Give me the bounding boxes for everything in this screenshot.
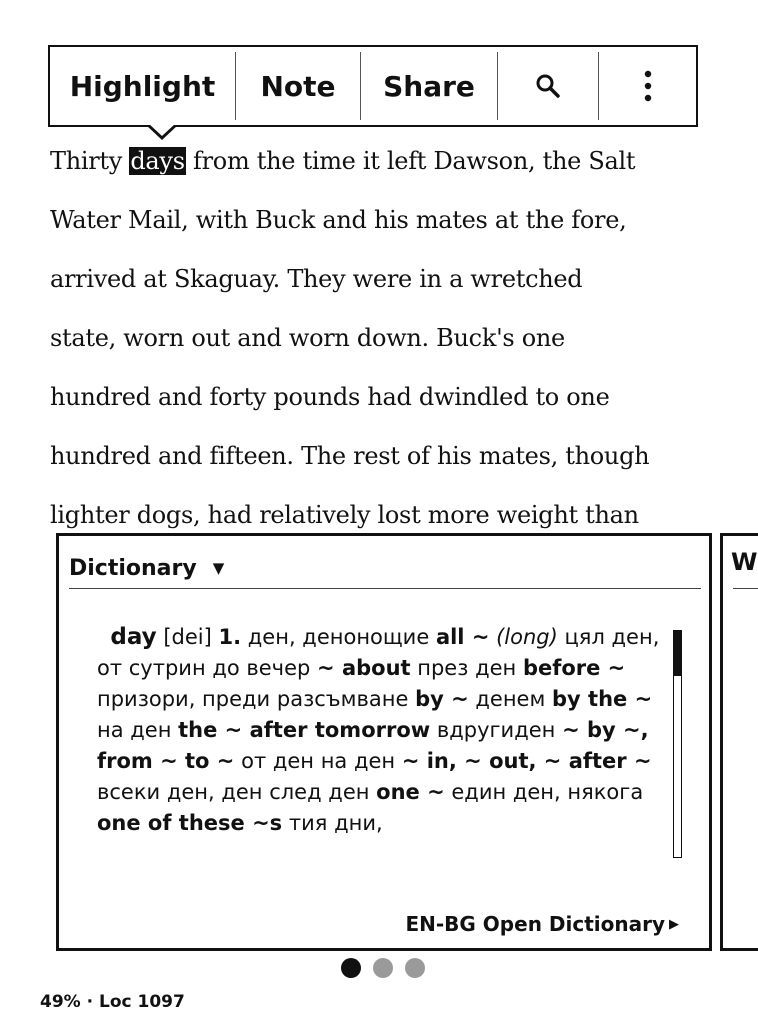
pronunciation: [dei]	[163, 625, 212, 649]
dictionary-selector[interactable]	[69, 548, 701, 589]
translation: всеки ден, ден след ден	[97, 780, 370, 804]
text-line: lighter dogs, had relatively lost more weight than	[50, 501, 639, 529]
phrase: ~ by ~, from ~ to ~	[97, 718, 649, 773]
translation: един ден, някога	[451, 780, 644, 804]
selection-toolbar	[48, 45, 698, 127]
phrase: ~ in, ~ out, ~ after ~	[401, 749, 652, 773]
phrase: one of these ~s	[97, 811, 283, 835]
reading-text[interactable]	[50, 136, 710, 549]
translation: ден, денонощие	[247, 625, 430, 649]
pager-dot-1[interactable]	[341, 958, 361, 978]
phrase-note: (long)	[496, 625, 558, 649]
search-button[interactable]	[498, 47, 598, 125]
more-options-button[interactable]	[599, 47, 696, 125]
phrase: before ~	[522, 656, 626, 680]
phrase: one ~	[376, 780, 445, 804]
phrase: all ~	[435, 625, 490, 649]
sense-number: 1.	[218, 625, 242, 649]
dictionary-definition	[97, 622, 669, 839]
triangle-right-icon: ▶	[669, 916, 679, 932]
phrase: ~ about	[317, 656, 411, 680]
translation: от ден на ден	[241, 749, 396, 773]
text-line: Water Mail, with Buck and his mates at the fore,	[50, 206, 627, 234]
highlight-button[interactable]: Highlight	[69, 69, 216, 103]
next-card-divider	[733, 588, 758, 589]
text-line: hundred and forty pounds had dwindled to one	[50, 383, 610, 411]
text-line: hundred and fifteen. The rest of his mates, though	[50, 442, 650, 470]
text-span: Thirty	[50, 147, 130, 175]
more-vertical-icon	[643, 70, 653, 102]
phrase: by ~	[415, 687, 469, 711]
translation: тия дни,	[288, 811, 383, 835]
dictionary-title: Dictionary	[69, 555, 197, 581]
triangle-down-icon: ▼	[212, 559, 225, 577]
dictionary-source-label: EN-BG Open Dictionary	[405, 912, 665, 936]
translation: на ден	[97, 718, 172, 742]
search-icon	[535, 73, 561, 99]
text-span: from the time it left Dawson, the Salt	[185, 147, 636, 175]
phrase: the ~ after tomorrow	[178, 718, 431, 742]
dictionary-card[interactable]	[56, 533, 712, 951]
translation: през ден	[417, 656, 517, 680]
selected-word[interactable]: days	[130, 147, 185, 175]
translation: вдругиден	[436, 718, 556, 742]
share-button[interactable]: Share	[383, 69, 475, 103]
next-card-title: W	[731, 548, 758, 576]
pager-dot-3[interactable]	[405, 958, 425, 978]
note-button[interactable]: Note	[260, 69, 336, 103]
pager-dot-2[interactable]	[373, 958, 393, 978]
translation: денем	[475, 687, 546, 711]
phrase: by the ~	[552, 687, 653, 711]
dictionary-scrollbar[interactable]	[673, 630, 682, 858]
next-lookup-card[interactable]	[720, 533, 758, 951]
translation: цял ден, от сутрин до вечер	[97, 625, 660, 680]
dictionary-source-link[interactable]	[405, 912, 679, 936]
text-line: arrived at Skaguay. They were in a wretched	[50, 265, 583, 293]
translation: призори, преди разсъмване	[97, 687, 409, 711]
text-line	[50, 136, 710, 195]
text-line: state, worn out and worn down. Buck's one	[50, 324, 565, 352]
card-pager	[341, 958, 425, 978]
headword: day	[110, 624, 157, 650]
scrollbar-thumb[interactable]	[674, 631, 681, 676]
reading-progress[interactable]: 49% · Loc 1097	[40, 992, 185, 1012]
